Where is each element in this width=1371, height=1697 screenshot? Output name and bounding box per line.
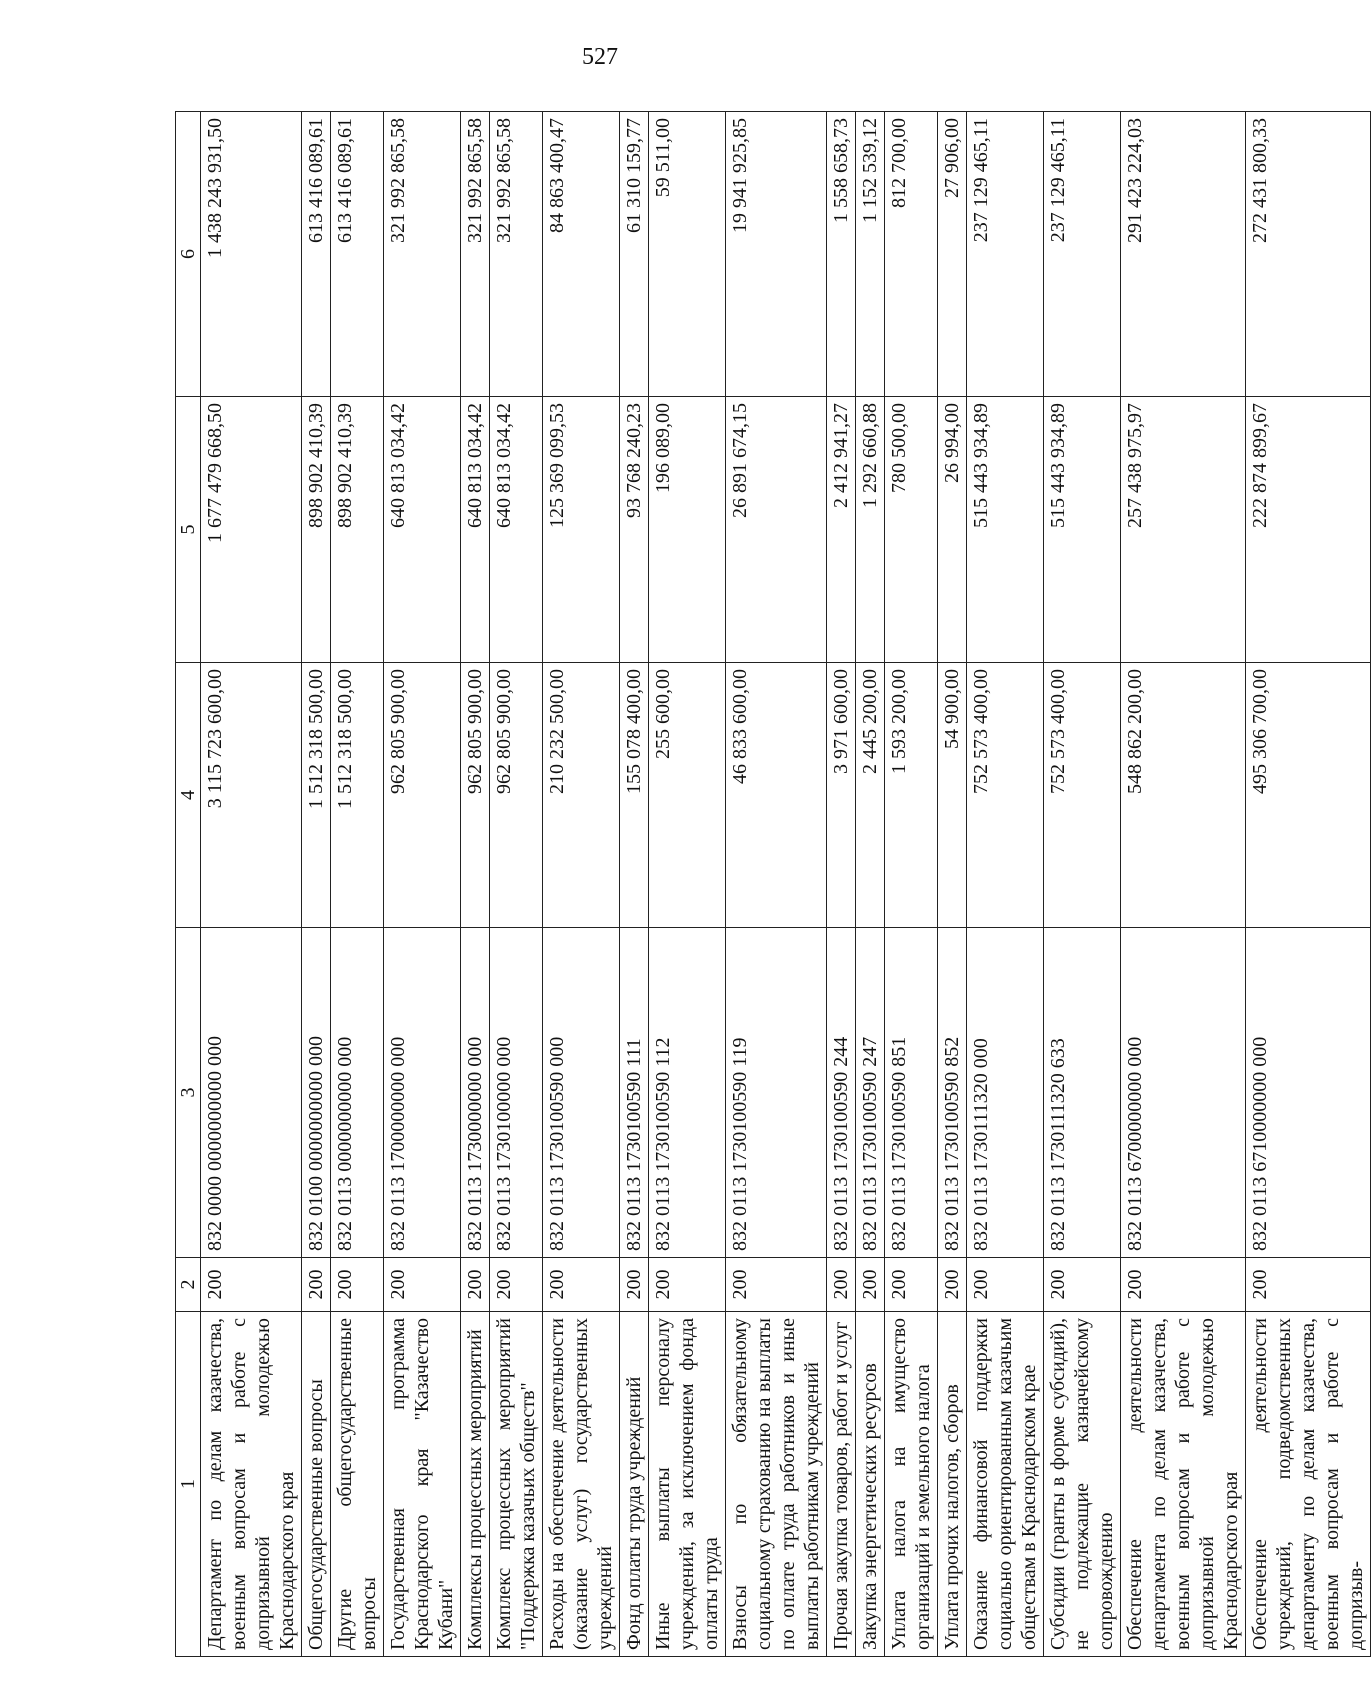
row-name: Департамент по делам казачества, военным вопросам и работе с допризывной молодежью Краснодарского края: [201, 1312, 302, 1657]
page-number: 527: [582, 44, 618, 70]
row-code3: 832 0000 0000000000 000: [201, 928, 302, 1258]
table-row: [461, 112, 490, 1657]
row-code3: 832 0100 0000000000 000: [302, 928, 331, 1258]
row-name: Общегосударственные вопросы: [302, 1312, 331, 1657]
row-code3: 832 0113 6710000000 000: [1246, 928, 1371, 1258]
row-value-4: 1 512 318 500,00: [302, 663, 331, 928]
row-value-5: 898 902 410,39: [331, 397, 384, 663]
header-col-6: 6: [176, 112, 201, 397]
row-value-4: 210 232 500,00: [543, 663, 620, 928]
row-code2: 200: [201, 1258, 302, 1312]
row-value-6: 237 129 465,11: [967, 112, 1044, 397]
row-value-5: 196 089,00: [649, 397, 726, 663]
row-name: Уплата прочих налогов, сборов: [938, 1312, 967, 1657]
row-code2: 200: [938, 1258, 967, 1312]
row-value-5: 640 813 034,42: [384, 397, 461, 663]
row-value-5: 222 874 899,67: [1246, 397, 1371, 663]
row-value-4: 255 600,00: [649, 663, 726, 928]
table-row: [490, 112, 543, 1657]
row-code3: 832 0113 1730100590 119: [726, 928, 827, 1258]
row-value-6: 321 992 865,58: [461, 112, 490, 397]
row-value-6: 61 310 159,77: [620, 112, 649, 397]
rotated-table-container: [175, 112, 1367, 1657]
row-value-4: 548 862 200,00: [1121, 663, 1246, 928]
row-name: Закупка энергетических ресурсов: [856, 1312, 885, 1657]
row-value-5: 640 813 034,42: [461, 397, 490, 663]
row-value-6: 237 129 465,11: [1044, 112, 1121, 397]
row-code2: 200: [1121, 1258, 1246, 1312]
row-code2: 200: [885, 1258, 938, 1312]
row-code3: 832 0113 1730100590 000: [543, 928, 620, 1258]
row-name: Оказание финансовой поддержки социально ориентированным казачьим обществам в Краснодарском крае: [967, 1312, 1044, 1657]
row-value-6: 19 941 925,85: [726, 112, 827, 397]
row-name: Комплекс процессных мероприятий "Поддержка казачьих обществ": [490, 1312, 543, 1657]
row-value-4: 1 593 200,00: [885, 663, 938, 928]
row-code3: 832 0113 1730100590 851: [885, 928, 938, 1258]
row-code2: 200: [1044, 1258, 1121, 1312]
row-value-5: 1 292 660,88: [856, 397, 885, 663]
row-name: Государственная программа Краснодарского края "Казачество Кубани": [384, 1312, 461, 1657]
row-value-4: 752 573 400,00: [967, 663, 1044, 928]
table-row: [1246, 112, 1371, 1657]
row-value-4: 2 445 200,00: [856, 663, 885, 928]
row-value-6: 291 423 224,03: [1121, 112, 1246, 397]
row-code2: 200: [384, 1258, 461, 1312]
row-value-4: 962 805 900,00: [461, 663, 490, 928]
row-value-6: 812 700,00: [885, 112, 938, 397]
row-value-6: 1 558 658,73: [827, 112, 856, 397]
row-name: Прочая закупка товаров, работ и услуг: [827, 1312, 856, 1657]
table-row: [620, 112, 649, 1657]
row-code3: 832 0113 1730100590 111: [620, 928, 649, 1258]
row-value-4: 3 971 600,00: [827, 663, 856, 928]
row-code2: 200: [649, 1258, 726, 1312]
row-code3: 832 0113 1700000000 000: [384, 928, 461, 1258]
row-code3: 832 0113 1730100590 247: [856, 928, 885, 1258]
row-value-5: 515 443 934,89: [1044, 397, 1121, 663]
row-code3: 832 0113 1730000000 000: [461, 928, 490, 1258]
row-code3: 832 0113 1730111320 633: [1044, 928, 1121, 1258]
row-name: Другие общегосударственные вопросы: [331, 1312, 384, 1657]
row-value-4: 46 833 600,00: [726, 663, 827, 928]
row-code3: 832 0113 0000000000 000: [331, 928, 384, 1258]
header-col-1: 1: [176, 1312, 201, 1657]
row-value-4: 495 306 700,00: [1246, 663, 1371, 928]
row-value-6: 1 152 539,12: [856, 112, 885, 397]
row-code2: 200: [461, 1258, 490, 1312]
row-code2: 200: [967, 1258, 1044, 1312]
row-value-6: 321 992 865,58: [490, 112, 543, 397]
row-code2: 200: [331, 1258, 384, 1312]
row-value-5: 93 768 240,23: [620, 397, 649, 663]
row-value-5: 257 438 975,97: [1121, 397, 1246, 663]
table-row: [885, 112, 938, 1657]
row-name: Иные выплаты персоналу учреждений, за исключением фонда оплаты труда: [649, 1312, 726, 1657]
table-row: [856, 112, 885, 1657]
row-name: Уплата налога на имущество организаций и земельного налога: [885, 1312, 938, 1657]
row-code2: 200: [1246, 1258, 1371, 1312]
row-value-6: 321 992 865,58: [384, 112, 461, 397]
row-code2: 200: [302, 1258, 331, 1312]
row-code3: 832 0113 1730100590 112: [649, 928, 726, 1258]
row-value-5: 1 677 479 668,50: [201, 397, 302, 663]
row-value-5: 515 443 934,89: [967, 397, 1044, 663]
row-code3: 832 0113 1730100590 852: [938, 928, 967, 1258]
row-value-5: 26 994,00: [938, 397, 967, 663]
row-value-4: 1 512 318 500,00: [331, 663, 384, 928]
table-row: [1121, 112, 1246, 1657]
header-col-2: 2: [176, 1258, 201, 1312]
row-code2: 200: [620, 1258, 649, 1312]
table-row: [302, 112, 331, 1657]
row-code2: 200: [726, 1258, 827, 1312]
header-row: [176, 112, 201, 1657]
row-value-6: 27 906,00: [938, 112, 967, 397]
header-col-5: 5: [176, 397, 201, 663]
row-code2: 200: [543, 1258, 620, 1312]
row-code3: 832 0113 1730100000 000: [490, 928, 543, 1258]
row-value-5: 780 500,00: [885, 397, 938, 663]
row-code2: 200: [490, 1258, 543, 1312]
row-code3: 832 0113 1730100590 244: [827, 928, 856, 1258]
table-row: [938, 112, 967, 1657]
row-value-4: 54 900,00: [938, 663, 967, 928]
table-row: [1044, 112, 1121, 1657]
row-value-6: 613 416 089,61: [302, 112, 331, 397]
row-name: Фонд оплаты труда учреждений: [620, 1312, 649, 1657]
table-row: [384, 112, 461, 1657]
row-value-5: 2 412 941,27: [827, 397, 856, 663]
header-col-3: 3: [176, 928, 201, 1258]
row-value-6: 272 431 800,33: [1246, 112, 1371, 397]
budget-table: [175, 111, 1371, 1657]
row-value-5: 125 369 099,53: [543, 397, 620, 663]
row-name: Комплексы процессных мероприятий: [461, 1312, 490, 1657]
row-value-5: 898 902 410,39: [302, 397, 331, 663]
row-name: Расходы на обеспечение деятельности (оказание услуг) государственных учреждений: [543, 1312, 620, 1657]
row-value-6: 59 511,00: [649, 112, 726, 397]
row-value-6: 1 438 243 931,50: [201, 112, 302, 397]
row-name: Взносы по обязательному социальному страхованию на выплаты по оплате труда работников и иные выплаты работникам учреждений: [726, 1312, 827, 1657]
table-row: [726, 112, 827, 1657]
table-row: [967, 112, 1044, 1657]
row-code2: 200: [827, 1258, 856, 1312]
row-value-4: 155 078 400,00: [620, 663, 649, 928]
table-row: [827, 112, 856, 1657]
table-row: [649, 112, 726, 1657]
row-value-4: 3 115 723 600,00: [201, 663, 302, 928]
table-row: [543, 112, 620, 1657]
row-code2: 200: [856, 1258, 885, 1312]
row-code3: 832 0113 1730111320 000: [967, 928, 1044, 1258]
row-value-4: 962 805 900,00: [384, 663, 461, 928]
row-name: Обеспечение деятельности учреждений, подведомственных департаменту по делам казачества, военным вопросам и работе с допризыв-: [1246, 1312, 1371, 1657]
header-col-4: 4: [176, 663, 201, 928]
table-row: [331, 112, 384, 1657]
row-code3: 832 0113 6700000000 000: [1121, 928, 1246, 1258]
row-value-6: 84 863 400,47: [543, 112, 620, 397]
row-value-5: 26 891 674,15: [726, 397, 827, 663]
row-name: Обеспечение деятельности департамента по делам казачества, военным вопросам и работе с допризывной молодежью Краснодарского края: [1121, 1312, 1246, 1657]
row-name: Субсидии (гранты в форме субсидий), не подлежащие казначейскому сопровождению: [1044, 1312, 1121, 1657]
row-value-5: 640 813 034,42: [490, 397, 543, 663]
row-value-4: 752 573 400,00: [1044, 663, 1121, 928]
row-value-6: 613 416 089,61: [331, 112, 384, 397]
table-row: [201, 112, 302, 1657]
row-value-4: 962 805 900,00: [490, 663, 543, 928]
